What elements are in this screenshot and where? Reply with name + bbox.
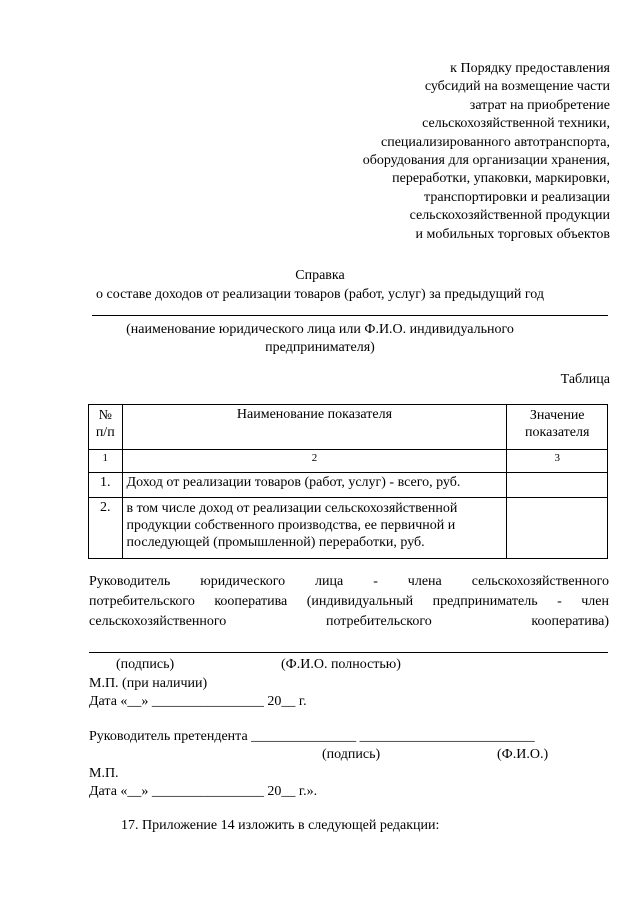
col-number: 1 [89,450,123,473]
sign1-line: сельскохозяйственного потребительского кооператива) [89,614,609,629]
doc-subtitle: о составе доходов от реализации товаров (работ, услуг) за предыдущий год [96,287,544,302]
table-label: Таблица [560,372,610,387]
sign2-date: Дата «__» ________________ 20__ г.». [89,784,318,799]
sign2-label: Руководитель претендента _______________ _________________________ [89,729,535,744]
name-hint: предпринимателя) [265,340,375,355]
header-line: субсидий на возмещение части [424,79,610,95]
sign1-hint-fio: (Ф.И.О. полностью) [281,657,401,672]
doc-title: Справка [295,268,345,283]
row-name: Доход от реализации товаров (работ, услуг) - всего, руб. [122,473,507,498]
sign2-hint-fio: (Ф.И.О.) [497,747,549,762]
header-line: и мобильных торговых объектов [415,226,610,242]
sign1-line: потребительского кооператива (индивидуальный предприниматель - член [89,594,609,609]
row-num: 2. [89,498,123,559]
header-line: затрат на приобретение [469,97,610,113]
header-line: к Порядку предоставления [450,61,610,76]
sign2-mp: М.П. [89,766,119,781]
sign1-mp: М.П. (при наличии) [89,676,208,691]
row-name: в том числе доход от реализации сельскохозяйственной продукции собственного производства, ее первичной и последующей (промышленной) переработки, руб. [122,498,507,559]
indicator-table [88,404,608,559]
header-line: транспортировки и реализации [424,189,610,205]
header-line: переработки, упаковки, маркировки, [392,171,610,187]
sign1-signature-line [89,652,608,653]
name-hint: (наименование юридического лица или Ф.И.О. индивидуального [126,322,514,337]
header-line: сельскохозяйственной техники, [422,116,610,132]
sign2-hint-signature: (подпись) [322,747,381,762]
footer-paragraph: 17. Приложение 14 изложить в следующей редакции: [121,818,440,833]
row-value[interactable] [507,473,608,498]
header-line: специализированного автотранспорта, [380,134,610,150]
table-numbers-row [89,450,608,473]
sign1-date: Дата «__» ________________ 20__ г. [89,694,307,709]
header-num: № п/п [89,405,123,450]
table-row [89,473,608,498]
header-name: Наименование показателя [122,405,507,450]
header-line: оборудования для организации хранения, [362,153,610,169]
table-row [89,498,608,559]
row-num: 1. [89,473,123,498]
row-value[interactable] [507,498,608,559]
col-number: 2 [122,450,507,473]
sign1-hint-signature: (подпись) [116,657,175,672]
col-number: 3 [507,450,608,473]
header-line: сельскохозяйственной продукции [409,208,610,224]
header-value: Значение показателя [507,405,608,450]
sign1-line: Руководитель юридического лица - члена сельскохозяйственного [89,574,609,589]
name-line [92,315,608,316]
table-header-row [89,405,608,450]
header-block [363,60,610,244]
